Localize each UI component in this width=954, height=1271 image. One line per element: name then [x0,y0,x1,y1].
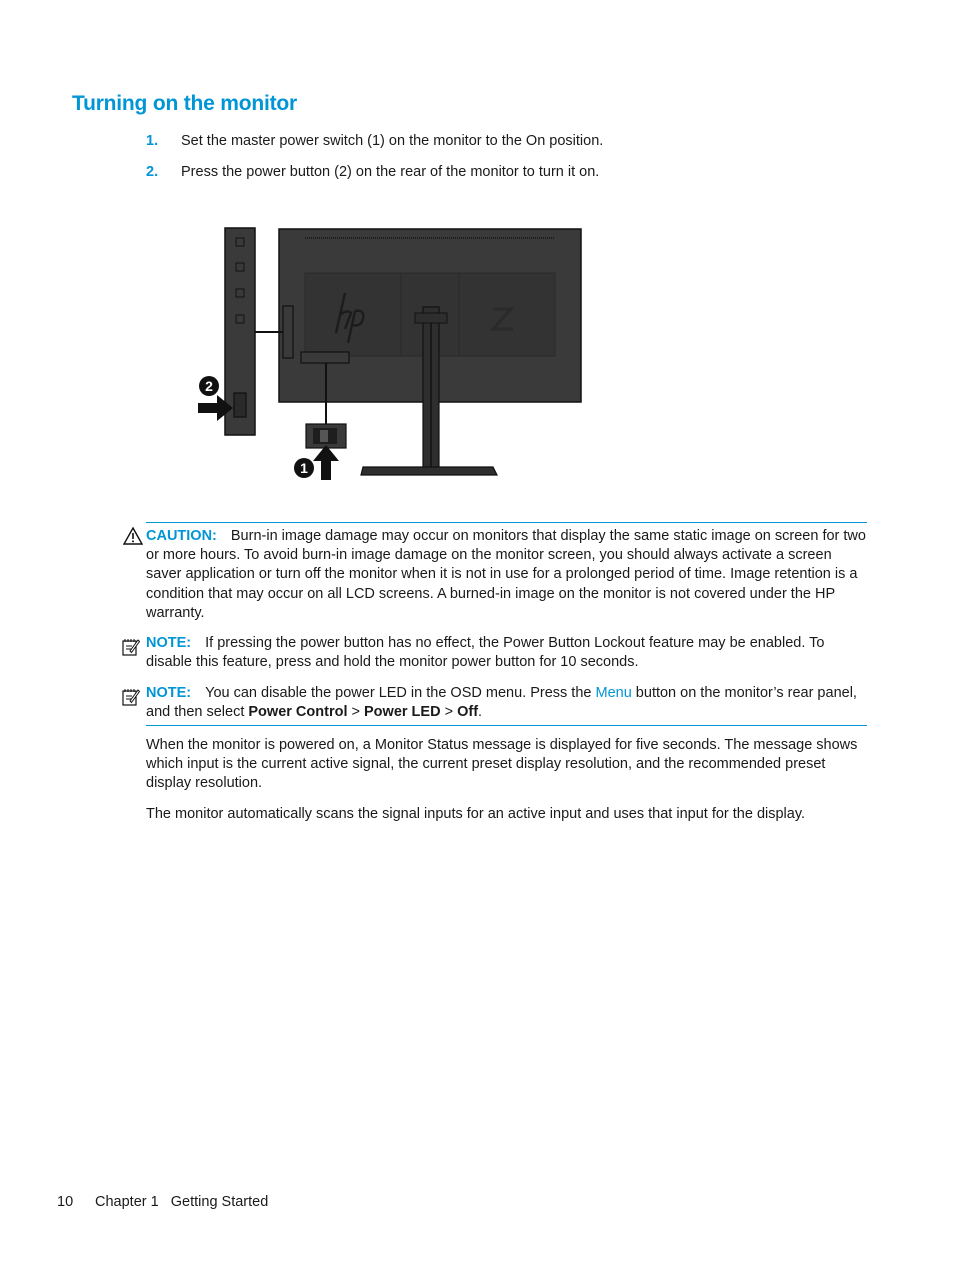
callout-1-label: 1 [300,460,308,476]
caution-label: CAUTION: [146,528,217,544]
callout-2-label: 2 [205,378,213,394]
step-text: Set the master power switch (1) on the monitor to the On position. [181,133,604,149]
note-text: If pressing the power button has no effect, the Power Button Lockout feature may be enabled. To disable this feature, press and hold the monitor power button for 10 seconds. [146,635,825,671]
caution-notice [146,527,868,623]
page-title: Turning on the monitor [72,92,298,115]
page-number: 10 [57,1194,74,1210]
caution-icon [123,527,143,545]
note-power-lockout [146,634,868,672]
step-number: 2. [146,164,159,180]
power-button [234,393,246,417]
body-paragraph: The monitor automatically scans the signal inputs for an active input and uses that input for the display. [146,806,806,822]
chapter-title: Chapter 1 Getting Started [95,1194,269,1210]
caution-text: Burn-in image damage may occur on monitors that display the same static image on screen for two or more hours. To avoid burn-in image damage on the monitor screen, you should always activate a screen saver application or turn off the monitor when it is not in use for a prolonged period of time. Image retention is a condition that may occur on all LCD screens. A burned-in image on the monitor is not covered under the HP warranty. [146,528,866,621]
note-power-led: NOTE: You can disable the power LED in the OSD menu. Press the Menu button on the monitor’s rear panel, and then select Power Control > Power LED > Off. [146,685,857,721]
step-number: 1. [146,133,159,149]
note-icon [122,638,140,656]
monitor-rear-illustration [195,225,595,490]
power-control-label: Power Control [248,704,348,721]
step-text: Press the power button (2) on the rear of the monitor to turn it on. [181,164,600,180]
power-led-label: Power LED [364,704,441,721]
note-label: NOTE: [146,635,192,651]
notice-bottom-rule [146,725,867,726]
stand-base [361,467,497,475]
note-icon [122,688,140,706]
notice-top-rule [146,522,867,523]
body-paragraph: When the monitor is powered on, a Monitor Status message is displayed for five seconds. The message shows which input is the current active signal, the current preset display resolution, and the recommended preset display resolution. [146,737,858,792]
off-label: Off [457,704,479,721]
arrow-up [313,445,339,480]
power-switch-recess [301,352,349,363]
note-label: NOTE: [146,685,192,701]
menu-link[interactable]: Menu [595,685,632,701]
